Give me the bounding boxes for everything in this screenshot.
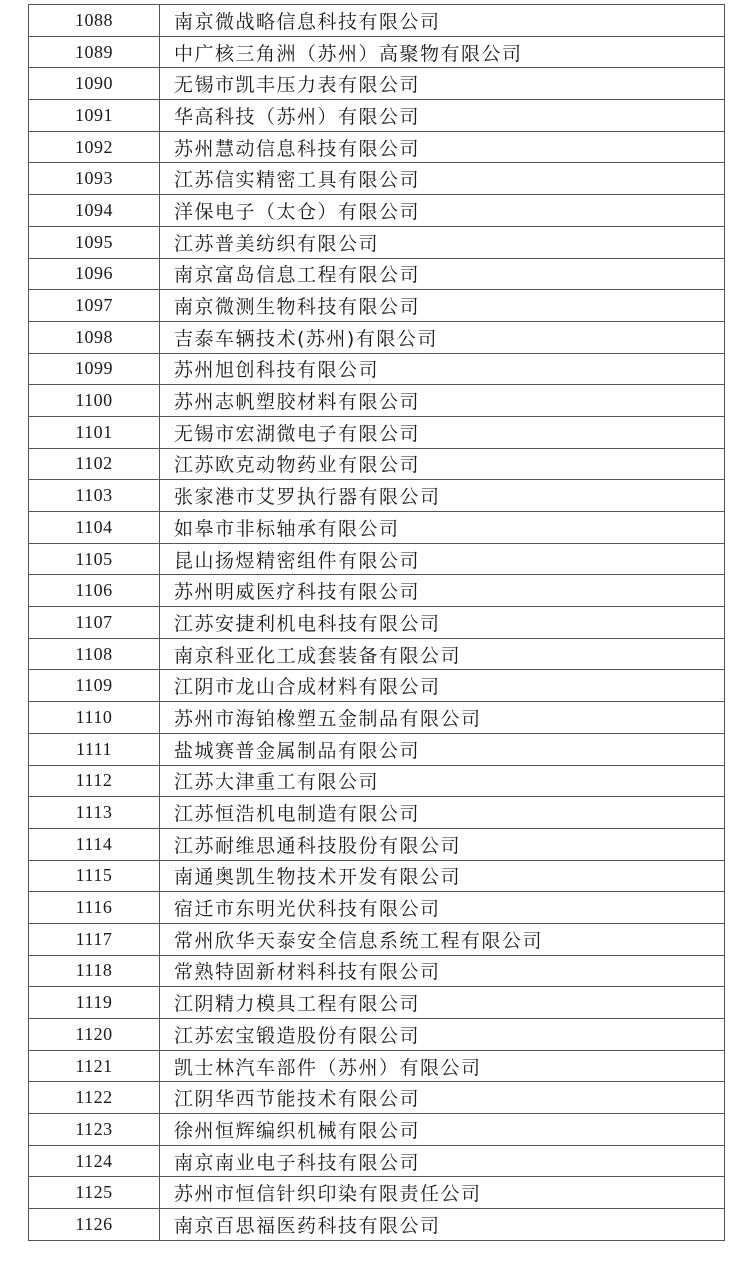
table-row (29, 480, 725, 512)
company-name: 南京科亚化工成套装备有限公司 (160, 638, 725, 670)
table-row (29, 68, 725, 100)
table-row (29, 1050, 725, 1082)
table-row (29, 1145, 725, 1177)
row-number: 1110 (29, 702, 160, 734)
table-row (29, 448, 725, 480)
company-list-body (29, 5, 725, 1241)
company-name: 张家港市艾罗执行器有限公司 (160, 480, 725, 512)
table-row (29, 670, 725, 702)
company-name: 南京富岛信息工程有限公司 (160, 258, 725, 290)
row-number: 1099 (29, 353, 160, 385)
table-row (29, 923, 725, 955)
company-name: 凯士林汽车部件（苏州）有限公司 (160, 1050, 725, 1082)
row-number: 1098 (29, 321, 160, 353)
table-row (29, 512, 725, 544)
table-row (29, 1177, 725, 1209)
table-row (29, 195, 725, 227)
company-name: 江阴华西节能技术有限公司 (160, 1082, 725, 1114)
table-row (29, 638, 725, 670)
row-number: 1105 (29, 543, 160, 575)
row-number: 1091 (29, 100, 160, 132)
company-name: 无锡市凯丰压力表有限公司 (160, 68, 725, 100)
row-number: 1124 (29, 1145, 160, 1177)
company-name: 南京南业电子科技有限公司 (160, 1145, 725, 1177)
row-number: 1121 (29, 1050, 160, 1082)
row-number: 1108 (29, 638, 160, 670)
company-list-page (28, 4, 724, 1241)
company-name: 华高科技（苏州）有限公司 (160, 100, 725, 132)
table-row (29, 733, 725, 765)
table-row (29, 226, 725, 258)
row-number: 1113 (29, 797, 160, 829)
company-list-table (28, 4, 725, 1241)
table-row (29, 36, 725, 68)
row-number: 1096 (29, 258, 160, 290)
row-number: 1101 (29, 416, 160, 448)
company-name: 洋保电子（太仓）有限公司 (160, 195, 725, 227)
company-name: 苏州市海铂橡塑五金制品有限公司 (160, 702, 725, 734)
row-number: 1094 (29, 195, 160, 227)
row-number: 1106 (29, 575, 160, 607)
company-name: 江苏安捷利机电科技有限公司 (160, 607, 725, 639)
company-name: 苏州志帆塑胶材料有限公司 (160, 385, 725, 417)
table-row (29, 321, 725, 353)
company-name: 中广核三角洲（苏州）高聚物有限公司 (160, 36, 725, 68)
company-name: 苏州旭创科技有限公司 (160, 353, 725, 385)
company-name: 徐州恒辉编织机械有限公司 (160, 1114, 725, 1146)
company-name: 盐城赛普金属制品有限公司 (160, 733, 725, 765)
row-number: 1118 (29, 955, 160, 987)
company-name: 常熟特固新材料科技有限公司 (160, 955, 725, 987)
company-name: 如皋市非标轴承有限公司 (160, 512, 725, 544)
row-number: 1112 (29, 765, 160, 797)
table-row (29, 1082, 725, 1114)
row-number: 1117 (29, 923, 160, 955)
row-number: 1115 (29, 860, 160, 892)
row-number: 1122 (29, 1082, 160, 1114)
company-name: 南京微测生物科技有限公司 (160, 290, 725, 322)
row-number: 1102 (29, 448, 160, 480)
company-name: 昆山扬煜精密组件有限公司 (160, 543, 725, 575)
row-number: 1116 (29, 892, 160, 924)
table-row (29, 765, 725, 797)
table-row (29, 892, 725, 924)
row-number: 1120 (29, 1019, 160, 1051)
row-number: 1100 (29, 385, 160, 417)
table-row (29, 5, 725, 37)
table-row (29, 1114, 725, 1146)
company-name: 江苏宏宝锻造股份有限公司 (160, 1019, 725, 1051)
row-number: 1097 (29, 290, 160, 322)
company-name: 南京微战略信息科技有限公司 (160, 5, 725, 37)
table-row (29, 575, 725, 607)
table-row (29, 353, 725, 385)
company-name: 南通奥凯生物技术开发有限公司 (160, 860, 725, 892)
table-row (29, 385, 725, 417)
company-name: 苏州市恒信针织印染有限责任公司 (160, 1177, 725, 1209)
row-number: 1119 (29, 987, 160, 1019)
row-number: 1111 (29, 733, 160, 765)
company-name: 宿迁市东明光伏科技有限公司 (160, 892, 725, 924)
table-row (29, 987, 725, 1019)
row-number: 1090 (29, 68, 160, 100)
company-name: 苏州慧动信息科技有限公司 (160, 131, 725, 163)
table-row (29, 131, 725, 163)
company-name: 江苏耐维思通科技股份有限公司 (160, 828, 725, 860)
row-number: 1088 (29, 5, 160, 37)
table-row (29, 1019, 725, 1051)
company-name: 江苏信实精密工具有限公司 (160, 163, 725, 195)
company-name: 常州欣华天泰安全信息系统工程有限公司 (160, 923, 725, 955)
table-row (29, 543, 725, 575)
company-name: 江苏普美纺织有限公司 (160, 226, 725, 258)
company-name: 吉泰车辆技术(苏州)有限公司 (160, 321, 725, 353)
row-number: 1114 (29, 828, 160, 860)
table-row (29, 955, 725, 987)
row-number: 1123 (29, 1114, 160, 1146)
row-number: 1095 (29, 226, 160, 258)
row-number: 1126 (29, 1209, 160, 1241)
row-number: 1103 (29, 480, 160, 512)
company-name: 苏州明威医疗科技有限公司 (160, 575, 725, 607)
row-number: 1092 (29, 131, 160, 163)
row-number: 1109 (29, 670, 160, 702)
company-name: 无锡市宏湖微电子有限公司 (160, 416, 725, 448)
row-number: 1107 (29, 607, 160, 639)
table-row (29, 607, 725, 639)
table-row (29, 828, 725, 860)
table-row (29, 860, 725, 892)
table-row (29, 290, 725, 322)
row-number: 1093 (29, 163, 160, 195)
row-number: 1125 (29, 1177, 160, 1209)
company-name: 江苏大津重工有限公司 (160, 765, 725, 797)
table-row (29, 258, 725, 290)
company-name: 江苏欧克动物药业有限公司 (160, 448, 725, 480)
table-row (29, 100, 725, 132)
table-row (29, 163, 725, 195)
company-name: 江苏恒浩机电制造有限公司 (160, 797, 725, 829)
table-row (29, 416, 725, 448)
table-row (29, 797, 725, 829)
company-name: 南京百思福医药科技有限公司 (160, 1209, 725, 1241)
row-number: 1104 (29, 512, 160, 544)
company-name: 江阴市龙山合成材料有限公司 (160, 670, 725, 702)
company-name: 江阴精力模具工程有限公司 (160, 987, 725, 1019)
row-number: 1089 (29, 36, 160, 68)
table-row (29, 702, 725, 734)
table-row (29, 1209, 725, 1241)
